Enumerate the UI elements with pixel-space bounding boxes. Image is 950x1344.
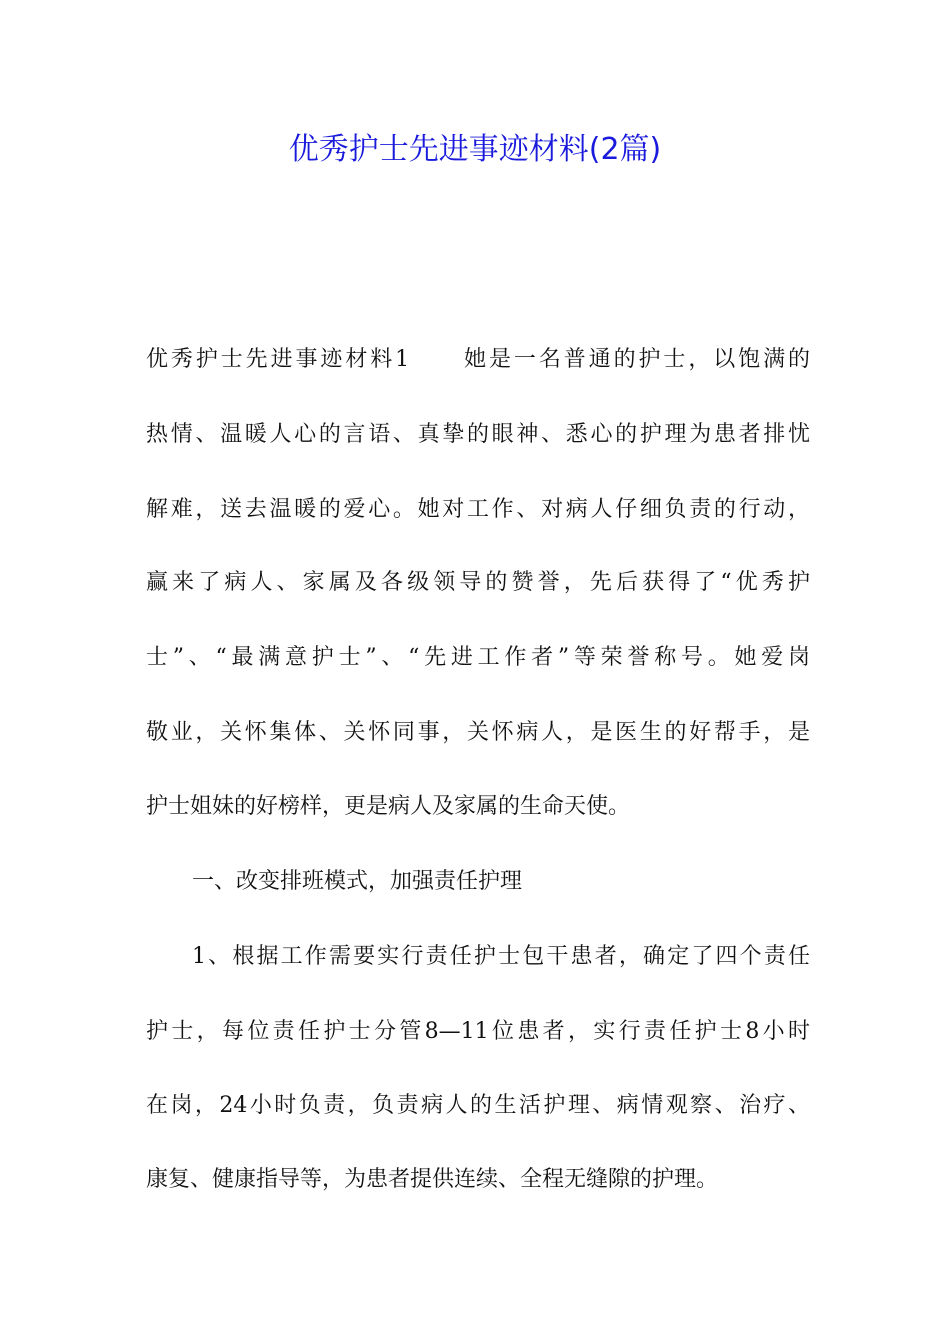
- paragraph-line: 1、根据工作需要实行责任护士包干患者，确定了四个责任: [192, 944, 810, 969]
- paragraph-text: 她是一名普通的护士，以饱满的: [461, 347, 810, 372]
- paragraph-line: 赢来了病人、家属及各级领导的赞誉，先后获得了“优秀护: [146, 570, 810, 595]
- paragraph-line: 康复、健康指导等，为患者提供连续、全程无缝隙的护理。: [146, 1167, 719, 1192]
- paragraph-line: 护士姐妹的好榜样，更是病人及家属的生命天使。: [146, 794, 631, 819]
- section-heading: 一、改变排班模式，加强责任护理: [192, 869, 523, 894]
- document-title: 优秀护士先进事迹材料(2篇): [288, 132, 662, 167]
- paragraph-line: 敬业，关怀集体、关怀同事，关怀病人，是医生的好帮手，是: [146, 720, 810, 745]
- section-lead: 优秀护士先进事迹材料1: [146, 347, 410, 372]
- paragraph-line: 士”、“最满意护士”、“先进工作者”等荣誉称号。她爱岗: [146, 645, 810, 670]
- paragraph-line: [146, 345, 810, 375]
- paragraph-line: 在岗，24小时负责，负责病人的生活护理、病情观察、治疗、: [146, 1093, 810, 1118]
- paragraph-line: 热情、温暖人心的言语、真挚的眼神、悉心的护理为患者排忧: [146, 422, 810, 447]
- paragraph-line: 解难，送去温暖的爱心。她对工作、对病人仔细负责的行动，: [146, 497, 810, 522]
- paragraph-line: 护士，每位责任护士分管8—11位患者，实行责任护士8小时: [146, 1019, 810, 1044]
